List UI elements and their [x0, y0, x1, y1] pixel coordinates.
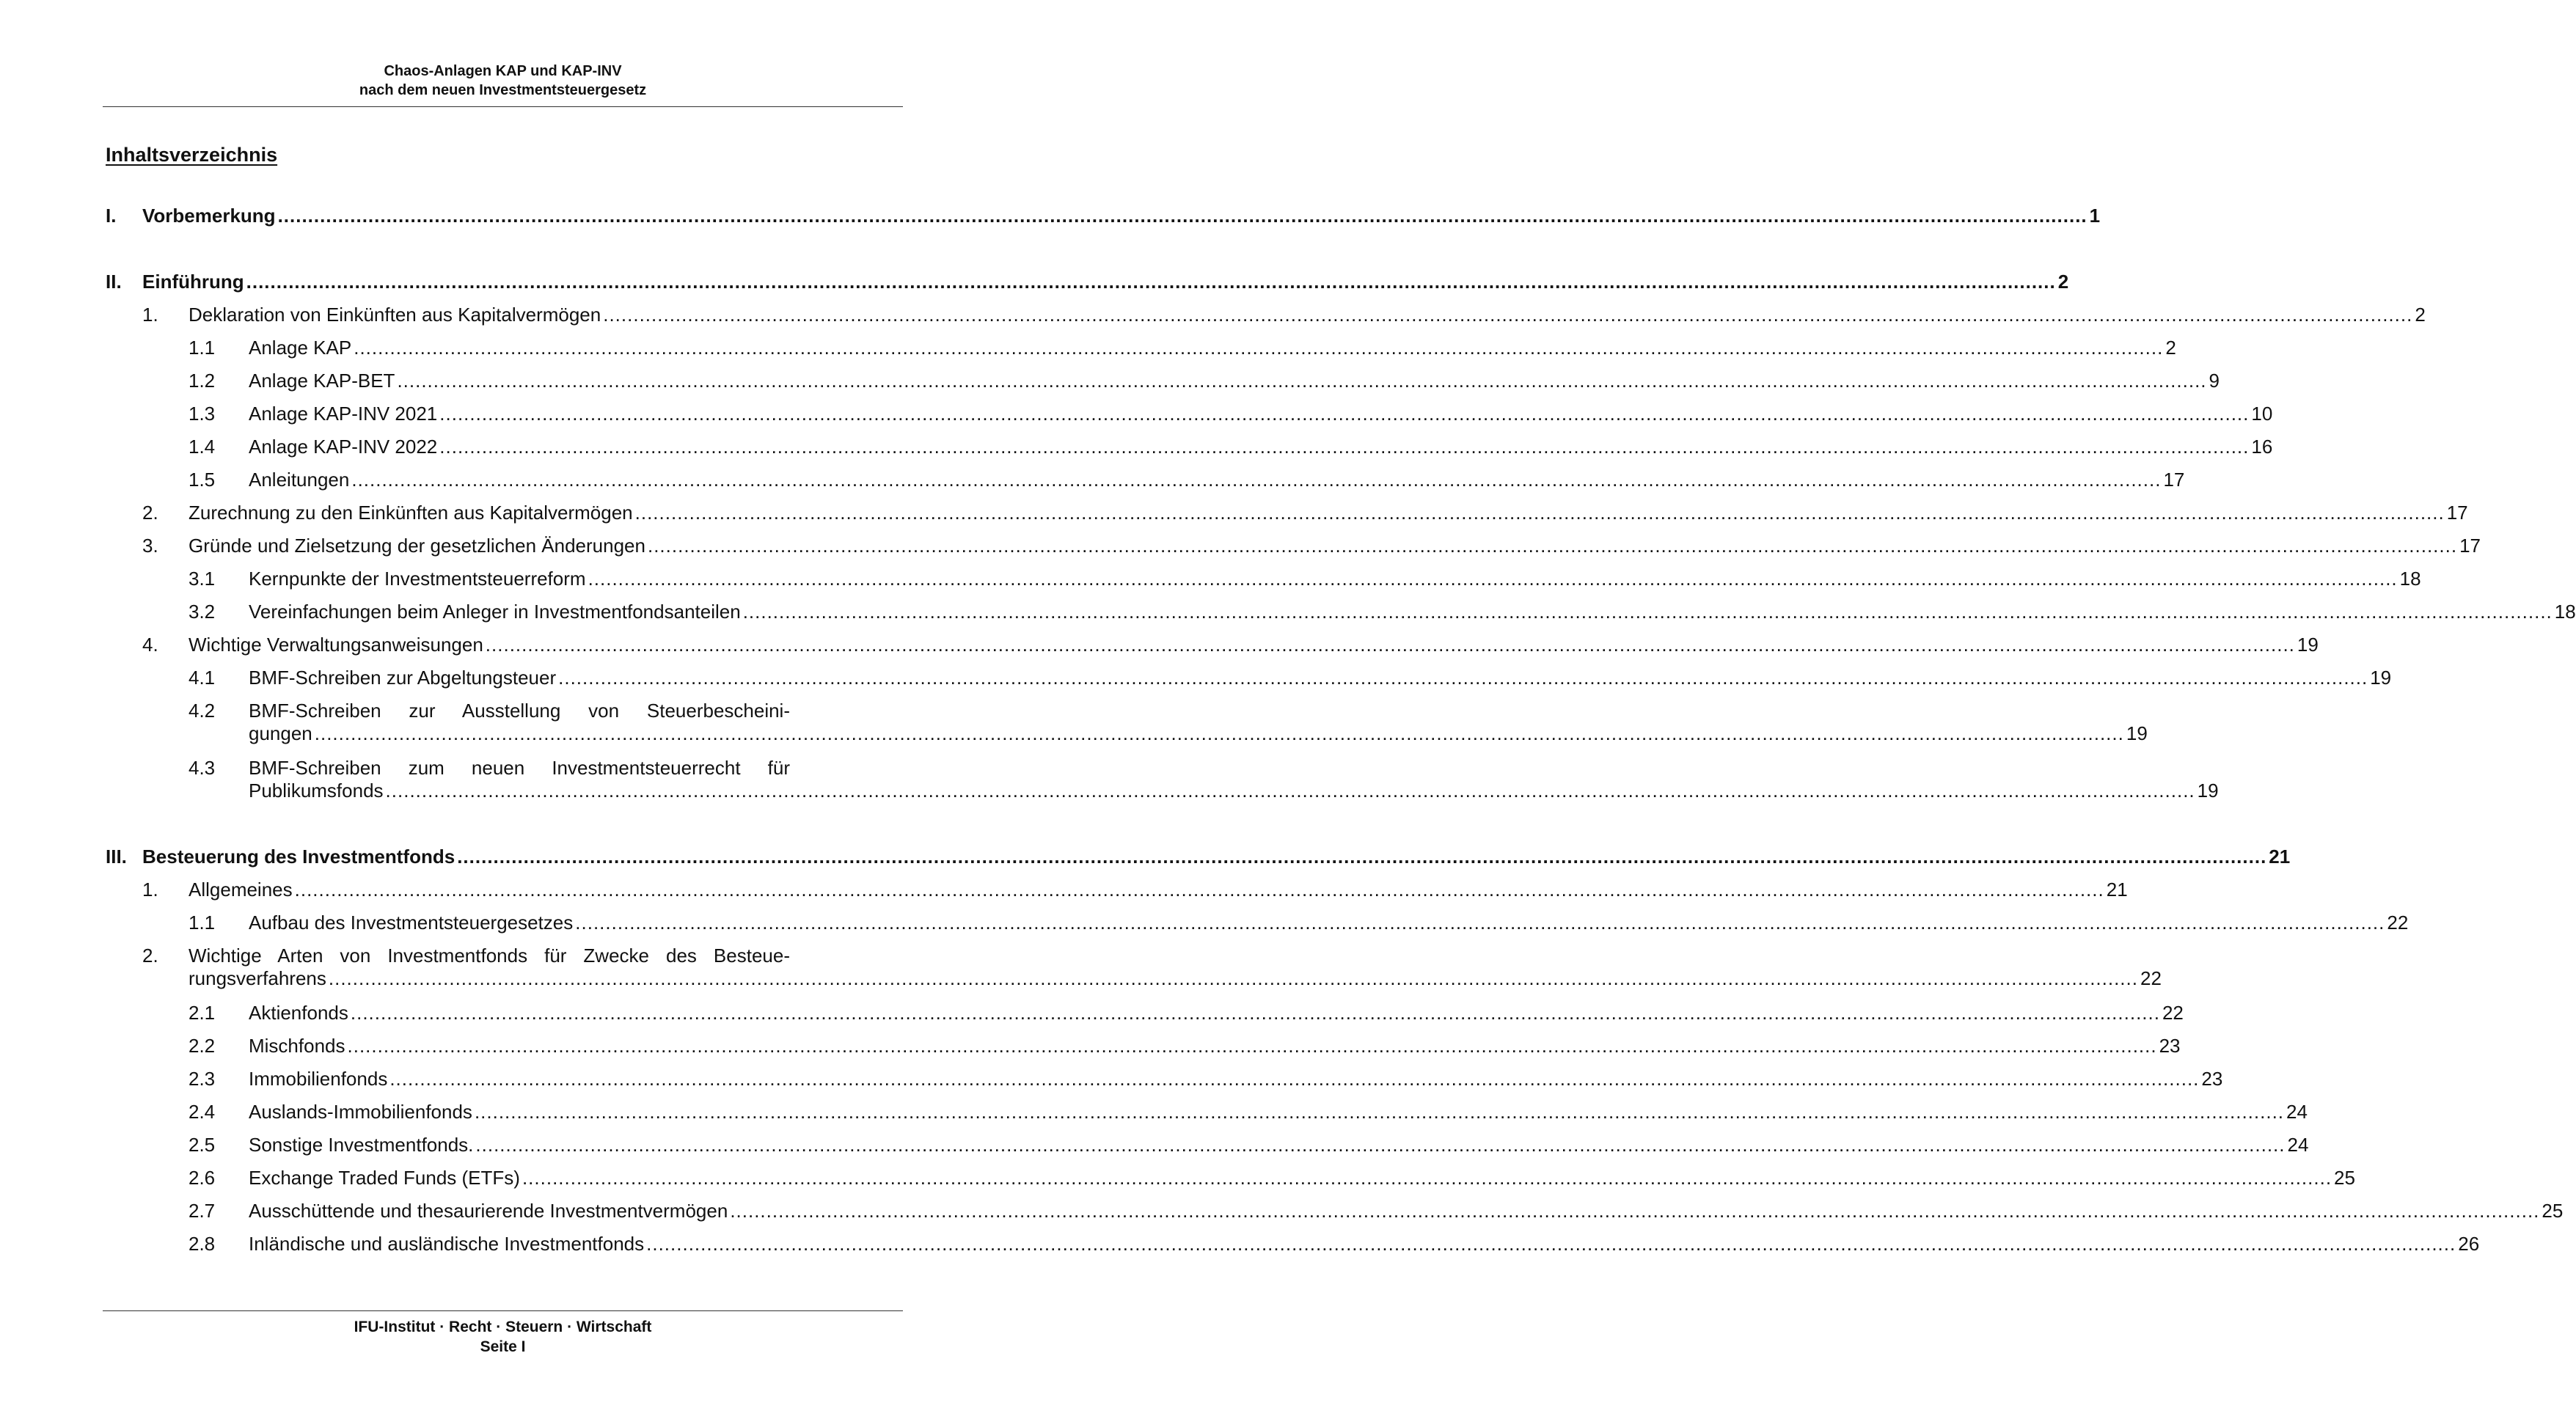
toc-entry-title: Wichtige Verwaltungsanweisungen	[189, 634, 483, 656]
toc-entry-number: 2.	[142, 945, 158, 967]
toc-entry-title: Sonstige Investmentfonds.	[249, 1134, 474, 1156]
toc-entry-page: 2	[2057, 271, 2069, 293]
page-header	[103, 62, 903, 100]
toc-entry-page: 19	[2126, 722, 2148, 744]
toc-entry-title: Gründe und Zielsetzung der gesetzlichen Änderungen	[189, 535, 645, 557]
header-divider	[103, 106, 903, 107]
toc-leader-dots: ............................................................................................................................................................................................................................................................................................................	[328, 967, 2138, 989]
footer-page-number: Seite I	[480, 1338, 526, 1355]
toc-entry-title: Publikumsfonds	[249, 780, 384, 802]
toc-entry-page: 22	[2387, 912, 2409, 934]
toc-entry-number: 2.5	[189, 1134, 216, 1156]
toc-entry-number: 2.	[142, 502, 158, 524]
toc-entry-number: 1.5	[189, 469, 216, 491]
toc-leader-dots: ............................................................................................................................................................................................................................................................................................................	[588, 568, 2398, 590]
toc-entry-title: BMF-Schreiben zur Abgeltungsteuer	[249, 667, 557, 689]
toc-entry-title: Einführung	[142, 271, 244, 293]
toc-entry-number: 2.8	[189, 1233, 216, 1255]
toc-entry-page: 25	[2542, 1200, 2564, 1222]
page-footer	[103, 1317, 903, 1357]
toc-leader-dots: ............................................................................................................................................................................................................................................................................................................	[314, 722, 2124, 744]
toc-entry-page: 18	[2554, 601, 2576, 623]
toc-entry-page: 24	[2286, 1101, 2308, 1123]
toc-entry-page: 25	[2334, 1167, 2355, 1189]
toc-entry-page: 16	[2251, 436, 2273, 458]
toc-leader-dots: ............................................................................................................................................................................................................................................................................................................	[397, 370, 2207, 392]
toc-entry-number: 2.7	[189, 1200, 216, 1222]
toc-entry-title: Besteuerung des Investmentfonds	[142, 846, 455, 868]
toc-entry-page: 2	[2415, 304, 2426, 326]
toc-entry-number: 2.4	[189, 1101, 216, 1123]
toc-entry-number: 2.2	[189, 1035, 216, 1057]
toc-entry-title: Deklaration von Einkünften aus Kapitalvermögen	[189, 304, 601, 326]
toc-entry-title: Auslands-Immobilienfonds	[249, 1101, 472, 1123]
toc-entry-title: Anlage KAP-INV 2021	[249, 403, 438, 425]
toc-leader-dots: ............................................................................................................................................................................................................................................................................................................	[350, 1002, 2160, 1024]
toc-entry-title: Vereinfachungen beim Anleger in Investmentfondsanteilen	[249, 601, 741, 623]
toc-leader-dots: ............................................................................................................................................................................................................................................................................................................	[742, 601, 2553, 623]
header-title-line1: Chaos-Anlagen KAP und KAP-INV	[384, 63, 622, 79]
toc-entry-page: 23	[2201, 1068, 2223, 1090]
toc-leader-dots: ............................................................................................................................................................................................................................................................................................................	[294, 879, 2104, 901]
toc-leader-dots: ............................................................................................................................................................................................................................................................................................................	[730, 1200, 2540, 1222]
toc-entry-number: 1.3	[189, 403, 216, 425]
toc-entry-number: 4.2	[189, 700, 216, 722]
toc-leader-dots: ............................................................................................................................................................................................................................................................................................................	[646, 1233, 2456, 1255]
toc-entry-page: 21	[2269, 846, 2291, 868]
toc-entry-title: Kernpunkte der Investmentsteuerreform	[249, 568, 586, 590]
toc-entry-title: Anlage KAP	[249, 337, 352, 359]
footer-institute: IFU-Institut · Recht · Steuern · Wirtschaft	[354, 1319, 652, 1335]
toc-leader-dots: ............................................................................................................................................................................................................................................................................................................	[439, 436, 2250, 458]
toc-entry-number: II.	[106, 271, 122, 293]
toc-leader-dots: ............................................................................................................................................................................................................................................................................................................	[475, 1134, 2286, 1156]
toc-entry-number: 3.2	[189, 601, 216, 623]
toc-entry-page: 10	[2251, 403, 2273, 425]
toc-entry-title: Zurechnung zu den Einkünften aus Kapitalvermögen	[189, 502, 633, 524]
toc-entry-number: 4.3	[189, 757, 216, 779]
toc-entry-page: 26	[2458, 1233, 2480, 1255]
toc-entry-title: Inländische und ausländische Investmentfonds	[249, 1233, 645, 1255]
toc-entry-number: 2.3	[189, 1068, 216, 1090]
toc-entry-page: 23	[2159, 1035, 2181, 1057]
toc-entry-number: 4.	[142, 634, 158, 656]
toc-entry-number: 3.	[142, 535, 158, 557]
toc-entry-number: 2.6	[189, 1167, 216, 1189]
toc-entry-number: 1.	[142, 304, 158, 326]
toc-leader-dots: ............................................................................................................................................................................................................................................................................................................	[439, 403, 2250, 425]
toc-entry-title: Mischfonds	[249, 1035, 345, 1057]
toc-entry-page: 2	[2165, 337, 2176, 359]
toc-entry-title: Ausschüttende und thesaurierende Investmentvermögen	[249, 1200, 728, 1222]
header-title-line2: nach dem neuen Investmentsteuergesetz	[359, 82, 647, 98]
toc-leader-dots: ............................................................................................................................................................................................................................................................................................................	[347, 1035, 2157, 1057]
toc-entry-number: 1.4	[189, 436, 216, 458]
toc-entry-number: 1.	[142, 879, 158, 901]
toc-leader-dots: ............................................................................................................................................................................................................................................................................................................	[558, 667, 2368, 689]
toc-entry-title: Exchange Traded Funds (ETFs)	[249, 1167, 520, 1189]
toc-entry-page: 17	[2163, 469, 2185, 491]
toc-entry-number: 2.1	[189, 1002, 216, 1024]
toc-entry-number: I.	[106, 205, 117, 227]
toc-entry-title: rungsverfahrens	[189, 967, 326, 989]
toc-leader-dots: ............................................................................................................................................................................................................................................................................................................	[457, 846, 2267, 868]
toc-entry-number: 1.1	[189, 337, 216, 359]
toc-entry-page: 19	[2297, 634, 2319, 656]
toc-leader-dots: ............................................................................................................................................................................................................................................................................................................	[575, 912, 2385, 934]
toc-entry-title: Aktienfonds	[249, 1002, 348, 1024]
toc-leader-dots: ............................................................................................................................................................................................................................................................................................................	[474, 1101, 2285, 1123]
toc-entry-page: 17	[2459, 535, 2481, 557]
toc-entry-title: Anlage KAP-BET	[249, 370, 395, 392]
toc-entry-title: Vorbemerkung	[142, 205, 276, 227]
toc-entry-title-first-line: Wichtige Arten von Investmentfonds für Zwecke des Besteue-	[189, 945, 790, 967]
toc-title: Inhaltsverzeichnis	[106, 144, 278, 166]
toc-entry-page: 19	[2197, 780, 2219, 802]
toc-entry-number: 3.1	[189, 568, 216, 590]
toc-leader-dots: ............................................................................................................................................................................................................................................................................................................	[351, 469, 2162, 491]
toc-entry-page: 24	[2287, 1134, 2309, 1156]
toc-entry-page: 22	[2162, 1002, 2184, 1024]
toc-entry-title: Aufbau des Investmentsteuergesetzes	[249, 912, 574, 934]
toc-entry-page: 1	[2089, 205, 2101, 227]
footer-divider	[103, 1310, 903, 1311]
toc-leader-dots: ............................................................................................................................................................................................................................................................................................................	[522, 1167, 2332, 1189]
toc-entry-title-first-line: BMF-Schreiben zum neuen Investmentsteuerrecht für	[249, 757, 790, 779]
toc-entry-title: gungen	[249, 722, 312, 744]
toc-entry-number: 1.1	[189, 912, 216, 934]
toc-entry-page: 22	[2140, 967, 2162, 989]
toc-leader-dots: ............................................................................................................................................................................................................................................................................................................	[389, 1068, 2200, 1090]
toc-entry-page: 19	[2370, 667, 2392, 689]
toc-entry-page: 9	[2209, 370, 2220, 392]
toc-leader-dots: ............................................................................................................................................................................................................................................................................................................	[647, 535, 2458, 557]
toc-entry-number: III.	[106, 846, 127, 868]
toc-entry-title: Anlage KAP-INV 2022	[249, 436, 438, 458]
toc-leader-dots: ............................................................................................................................................................................................................................................................................................................	[354, 337, 2164, 359]
toc-leader-dots: ............................................................................................................................................................................................................................................................................................................	[634, 502, 2445, 524]
toc-entry-title: Anleitungen	[249, 469, 350, 491]
toc-entry-page: 18	[2399, 568, 2421, 590]
toc-leader-dots: ............................................................................................................................................................................................................................................................................................................	[603, 304, 2413, 326]
toc-leader-dots: ............................................................................................................................................................................................................................................................................................................	[277, 205, 2087, 227]
toc-entry-title-first-line: BMF-Schreiben zur Ausstellung von Steuerbescheini-	[249, 700, 790, 722]
toc-leader-dots: ............................................................................................................................................................................................................................................................................................................	[385, 780, 2195, 802]
toc-entry-page: 17	[2446, 502, 2468, 524]
toc-leader-dots: ............................................................................................................................................................................................................................................................................................................	[485, 634, 2295, 656]
toc-leader-dots: ............................................................................................................................................................................................................................................................................................................	[246, 271, 2056, 293]
toc-entry-page: 21	[2106, 879, 2128, 901]
toc-entry-number: 1.2	[189, 370, 216, 392]
toc-entry-title: Immobilienfonds	[249, 1068, 388, 1090]
toc-entry-number: 4.1	[189, 667, 216, 689]
toc-entry-title: Allgemeines	[189, 879, 293, 901]
